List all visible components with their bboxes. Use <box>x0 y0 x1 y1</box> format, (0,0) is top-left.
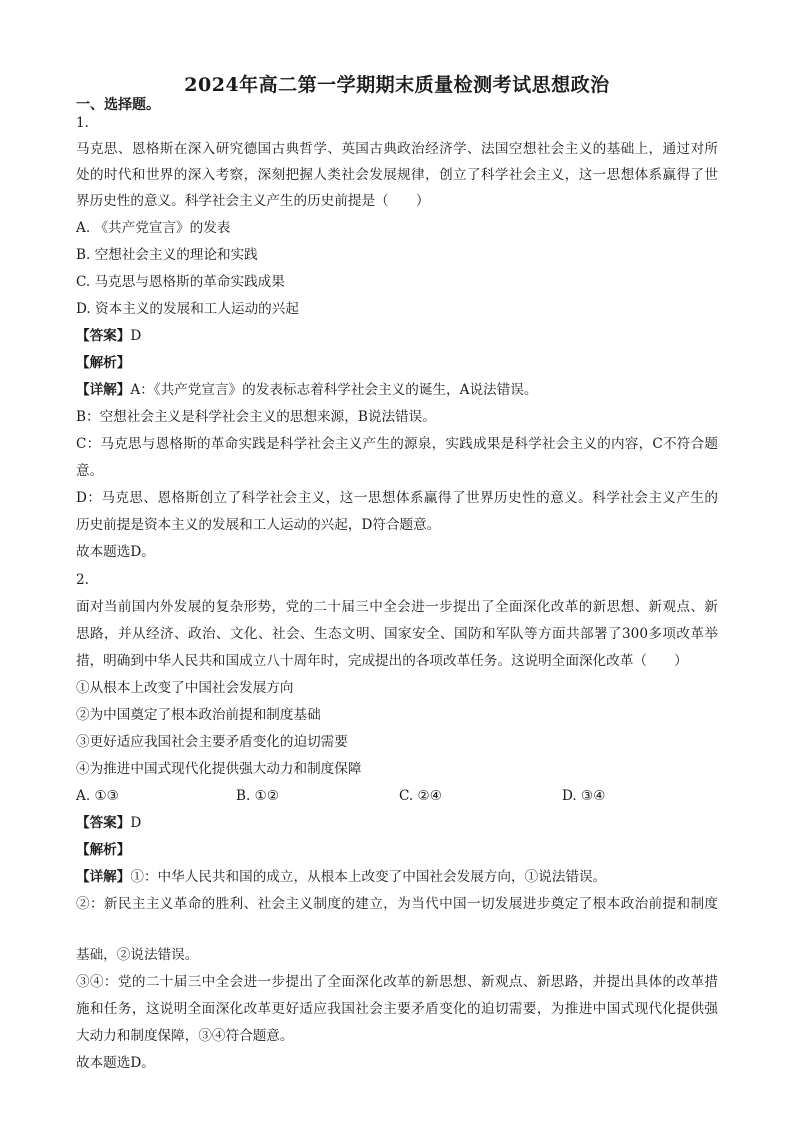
q2-detail-line <box>76 867 606 887</box>
q2-number: 2. <box>76 572 89 588</box>
q1-answer <box>76 326 141 346</box>
q1-stem-line: 处的时代和世界的深入考察，深刻把握人类社会发展规律，创立了科学社会主义，这一思想体系赢得了世 <box>76 167 718 183</box>
q2-analysis-label: 【解析】 <box>76 842 131 858</box>
q2-option-a: A. ①③ <box>76 788 119 804</box>
q2-stem-line: 面对当前国内外发展的复杂形势，党的二十届三中全会进一步提出了全面深化改革的新思想、新观点、新 <box>76 599 718 615</box>
answer-value: D <box>130 328 142 344</box>
q1-stem-line: 马克思、恩格斯在深入研究德国古典哲学、英国古典政治经济学、法国空想社会主义的基础上，通过对所 <box>76 141 718 157</box>
q1-detail-line: C：马克思与恩格斯的革命实践是科学社会主义产生的源泉，实践成果是科学社会主义的内容，C不符合题 <box>76 436 718 452</box>
q1-stem-line: 界历史性的意义。科学社会主义产生的历史前提是（ ） <box>76 193 430 209</box>
answer-label: 【答案】 <box>76 328 131 344</box>
q1-conclusion: 故本题选D。 <box>76 544 155 560</box>
page-title: 2024年高二第一学期期末质量检测考试思想政治 <box>184 74 610 96</box>
q2-item-4: ④为推进中国式现代化提供强大动力和制度保障 <box>76 761 362 777</box>
q2-item-2: ②为中国奠定了根本政治前提和制度基础 <box>76 707 321 723</box>
q2-item-3: ③更好适应我国社会主要矛盾变化的迫切需要 <box>76 734 348 750</box>
q2-item-1: ①从根本上改变了中国社会发展方向 <box>76 680 294 696</box>
q2-detail-line: 基础，②说法错误。 <box>76 947 199 963</box>
q2-detail-line: ③④：党的二十届三中全会进一步提出了全面深化改革的新思想、新观点、新思路，并提出具体的改革措 <box>76 974 718 990</box>
detail-text: ①：中华人民共和国的成立，从根本上改变了中国社会发展方向，①说法错误。 <box>130 869 607 885</box>
section-heading: 一、选择题。 <box>76 97 160 113</box>
answer-value: D <box>130 815 142 831</box>
detail-label: 【详解】 <box>76 382 131 398</box>
q1-detail-line: D：马克思、恩格斯创立了科学社会主义，这一思想体系赢得了世界历史性的意义。科学社会主义产生的 <box>76 490 718 506</box>
detail-text: A：《共产党宣言》的发表标志着科学社会主义的诞生，A说法错误。 <box>130 382 538 398</box>
q2-detail-line: 大动力和制度保障，③④符合题意。 <box>76 1028 294 1044</box>
q2-option-d: D. ③④ <box>562 788 606 804</box>
q1-option-b: B. 空想社会主义的理论和实践 <box>76 247 258 263</box>
q2-conclusion: 故本题选D。 <box>76 1055 155 1071</box>
q1-option-c: C. 马克思与恩格斯的革命实践成果 <box>76 274 285 290</box>
q2-option-c: C. ②④ <box>399 788 442 804</box>
q2-stem-line: 思路，并从经济、政治、文化、社会、生态文明、国家安全、国防和军队等方面共部署了300多项改革举 <box>76 626 718 642</box>
q1-detail-line: B：空想社会主义是科学社会主义的思想来源，B说法错误。 <box>76 409 436 425</box>
q1-detail-line: 历史前提是资本主义的发展和工人运动的兴起，D符合题意。 <box>76 517 441 533</box>
q2-detail-line: ②：新民主主义革命的胜利、社会主义制度的建立，为当代中国一切发展进步奠定了根本政治前提和制度 <box>76 896 718 912</box>
q1-analysis-label: 【解析】 <box>76 355 131 371</box>
answer-label: 【答案】 <box>76 815 131 831</box>
q2-answer <box>76 813 141 833</box>
q1-number: 1. <box>76 115 89 131</box>
q2-option-b: B. ①② <box>236 788 280 804</box>
q1-option-d: D. 资本主义的发展和工人运动的兴起 <box>76 301 299 317</box>
q1-option-a: A. 《共产党宣言》的发表 <box>76 220 231 236</box>
q1-detail-line: 意。 <box>76 463 104 479</box>
q2-detail-line: 施和任务，这说明全面深化改革更好适应我国社会主要矛盾变化的迫切需要，为推进中国式现代化提供强 <box>76 1001 718 1017</box>
detail-label: 【详解】 <box>76 869 131 885</box>
q2-stem-line: 措，明确到中华人民共和国成立八十周年时，完成提出的各项改革任务。这说明全面深化改革（ ） <box>76 653 688 669</box>
q1-detail-line <box>76 380 537 400</box>
